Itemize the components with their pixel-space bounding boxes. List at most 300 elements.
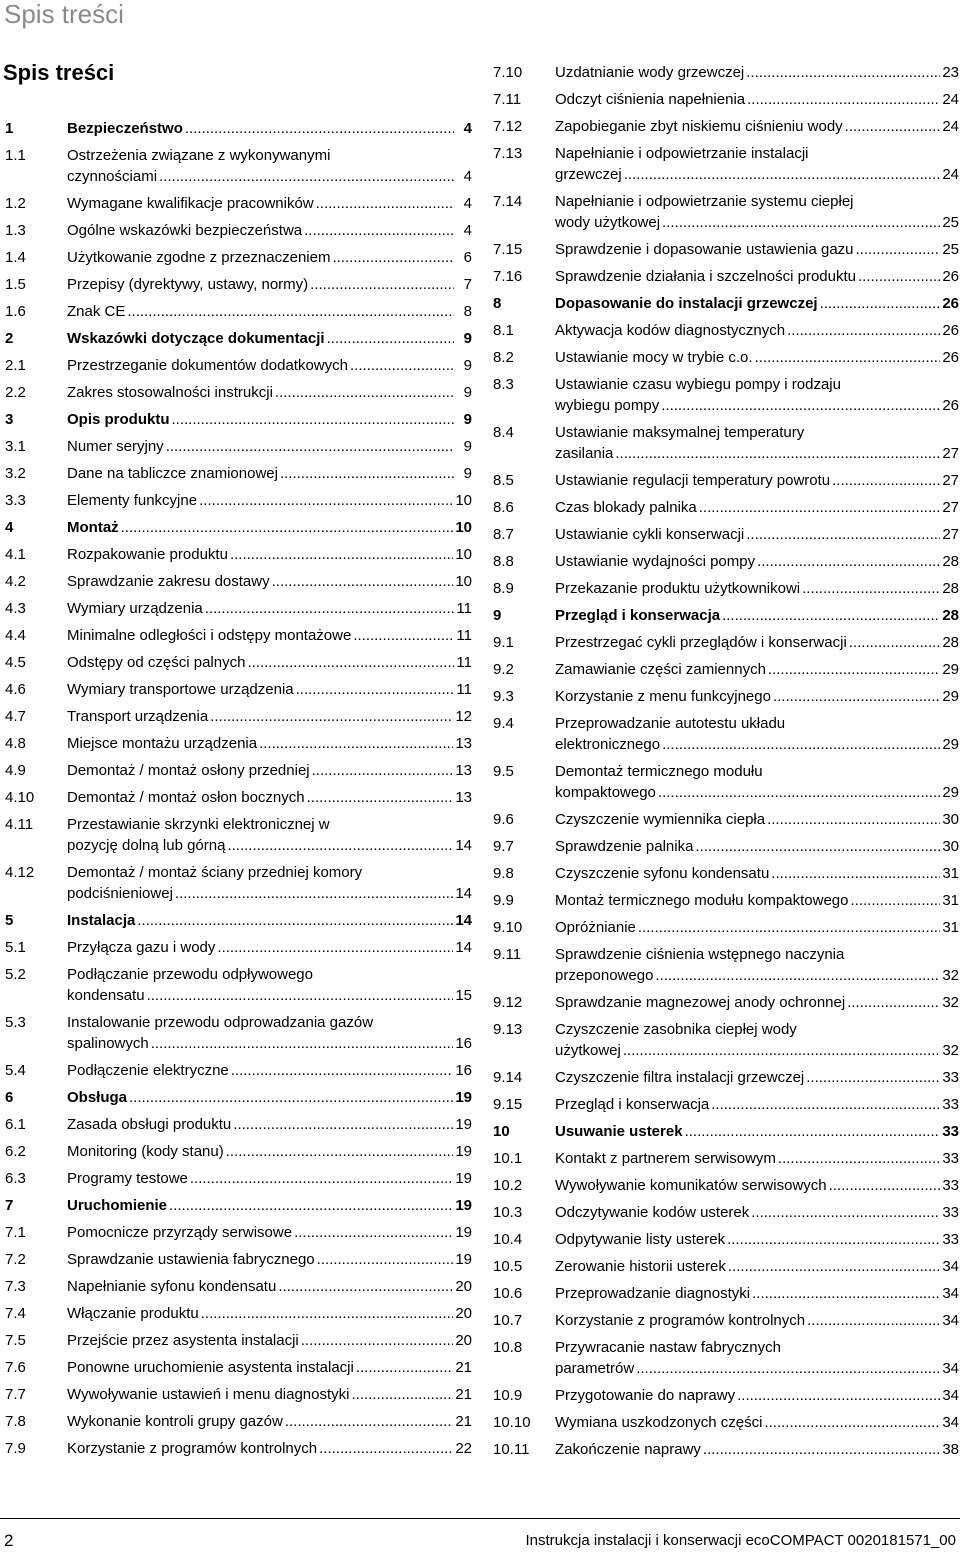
toc-entry-number: 1.2 — [5, 195, 26, 212]
toc-entry-page: 28 — [942, 607, 959, 624]
toc-entry-number: 7.8 — [5, 1413, 26, 1430]
toc-entry-number: 8.1 — [493, 322, 514, 339]
toc-entry-title: Sprawdzenie działania i szczelności produktu — [555, 268, 856, 285]
toc-entry-title: Zapobieganie zbyt niskiemu ciśnieniu wody — [555, 118, 843, 135]
toc-entry-page: 28 — [942, 553, 959, 570]
toc-entry-number: 9.14 — [493, 1069, 523, 1086]
toc-entry-page: 32 — [942, 1042, 959, 1059]
toc-entry[interactable] — [493, 1283, 959, 1304]
toc-dot-leader — [137, 910, 453, 931]
toc-entry[interactable] — [5, 1411, 472, 1432]
toc-entry-number: 5.4 — [5, 1062, 26, 1079]
toc-entry-number: 9.12 — [493, 994, 523, 1011]
toc-entry[interactable] — [493, 1019, 959, 1061]
toc-entry[interactable] — [493, 551, 959, 572]
toc-entry-page: 34 — [942, 1360, 959, 1377]
toc-dot-leader — [272, 571, 454, 592]
toc-dot-leader — [695, 836, 940, 857]
toc-chapter[interactable] — [5, 118, 472, 139]
toc-entry[interactable] — [5, 571, 472, 592]
toc-dot-leader — [845, 116, 941, 137]
toc-entry-number: 9.9 — [493, 892, 514, 909]
toc-entry[interactable] — [493, 1337, 959, 1379]
toc-entry-page: 21 — [455, 1413, 472, 1430]
toc-entry-page: 15 — [455, 987, 472, 1004]
toc-dot-leader — [310, 274, 454, 295]
toc-dot-leader — [296, 679, 454, 700]
toc-entry[interactable] — [5, 679, 472, 700]
toc-entry-title: spalinowych — [67, 1035, 149, 1052]
toc-dot-leader — [746, 62, 940, 83]
toc-entry-title: Przeprowadzanie autotestu układu — [555, 715, 786, 732]
toc-entry[interactable] — [5, 1357, 472, 1378]
toc-entry-title: Ustawianie maksymalnej temperatury — [555, 424, 805, 441]
toc-entry-page: 26 — [942, 349, 959, 366]
toc-entry-page: 33 — [942, 1204, 959, 1221]
toc-entry-title: Uzdatnianie wody grzewczej — [555, 64, 745, 81]
toc-entry-number: 10.9 — [493, 1387, 523, 1404]
toc-dot-leader — [757, 551, 940, 572]
toc-entry-page: 9 — [463, 465, 472, 482]
toc-entry-number: 9.7 — [493, 838, 514, 855]
toc-entry-title: Odstępy od części palnych — [67, 654, 246, 671]
toc-entry-page: 11 — [456, 654, 472, 671]
toc-entry[interactable] — [5, 301, 472, 322]
toc-entry[interactable] — [5, 1114, 472, 1135]
toc-chapter[interactable] — [493, 605, 959, 626]
toc-dot-leader — [353, 625, 454, 646]
toc-entry-number: 8.8 — [493, 553, 514, 570]
toc-entry-title: pozycję dolną lub górną — [67, 837, 226, 854]
toc-entry-page: 10 — [455, 573, 472, 590]
toc-dot-leader — [807, 1310, 940, 1331]
toc-entry-page: 24 — [942, 118, 959, 135]
toc-entry[interactable] — [5, 964, 472, 1006]
toc-entry-title: Sprawdzanie zakresu dostawy — [67, 573, 270, 590]
toc-dot-leader — [636, 1358, 940, 1379]
toc-dot-leader — [233, 1114, 453, 1135]
toc-entry-title: Miejsce montażu urządzenia — [67, 735, 258, 752]
toc-dot-leader — [751, 1202, 940, 1223]
toc-entry[interactable] — [493, 422, 959, 464]
toc-entry[interactable] — [5, 490, 472, 511]
toc-entry-title: Opis produktu — [67, 411, 170, 428]
toc-dot-leader — [304, 220, 454, 241]
toc-entry-number: 4.2 — [5, 573, 26, 590]
toc-entry[interactable] — [493, 116, 959, 137]
toc-entry-number: 7.2 — [5, 1251, 26, 1268]
toc-entry[interactable] — [493, 944, 959, 986]
toc-entry-number: 8.7 — [493, 526, 514, 543]
toc-entry-title: Ponowne uruchomienie asystenta instalacji — [67, 1359, 354, 1376]
toc-entry-number: 7.12 — [493, 118, 523, 135]
toc-entry-page: 33 — [942, 1069, 959, 1086]
toc-entry-title: wybiegu pompy — [555, 397, 660, 414]
toc-chapter[interactable] — [5, 1195, 472, 1216]
toc-dot-leader — [778, 1148, 940, 1169]
toc-entry-title: Wymiary urządzenia — [67, 600, 203, 617]
toc-dot-leader — [352, 1384, 454, 1405]
toc-entry[interactable] — [493, 266, 959, 287]
toc-entry-title: Przejście przez asystenta instalacji — [67, 1332, 299, 1349]
toc-entry-page: 4 — [463, 222, 472, 239]
toc-entry[interactable] — [493, 992, 959, 1013]
toc-entry-title: Ostrzeżenia związane z wykonywanymi — [67, 147, 331, 164]
toc-entry[interactable] — [5, 145, 472, 187]
toc-entry-number: 7.13 — [493, 145, 523, 162]
toc-dot-leader — [711, 1094, 940, 1115]
toc-entry-page: 9 — [463, 411, 472, 428]
toc-entry-title: przeponowego — [555, 967, 654, 984]
toc-entry-page: 4 — [463, 120, 472, 137]
toc-dot-leader — [699, 497, 941, 518]
toc-entry[interactable] — [493, 497, 959, 518]
toc-entry-title: Sprawdzenie i dopasowanie ustawienia gazu — [555, 241, 854, 258]
toc-dot-leader — [722, 605, 940, 626]
toc-entry-page: 19 — [455, 1116, 472, 1133]
toc-entry-number: 9.3 — [493, 688, 514, 705]
toc-entry-number: 5 — [5, 912, 14, 929]
toc-entry-title: Znak CE — [67, 303, 126, 320]
toc-entry-title: Czyszczenie zasobnika ciepłej wody — [555, 1021, 797, 1038]
toc-entry[interactable] — [5, 355, 472, 376]
toc-dot-leader — [356, 1357, 453, 1378]
toc-dot-leader — [317, 1249, 454, 1270]
toc-entry-number: 9.10 — [493, 919, 523, 936]
toc-entry[interactable] — [493, 1229, 959, 1250]
toc-dot-leader — [849, 632, 941, 653]
toc-entry-page: 33 — [942, 1150, 959, 1167]
toc-entry-number: 4.4 — [5, 627, 26, 644]
toc-entry-number: 8.4 — [493, 424, 514, 441]
toc-entry-number: 10.1 — [493, 1150, 523, 1167]
toc-entry-number: 10.8 — [493, 1339, 523, 1356]
toc-entry[interactable] — [493, 1175, 959, 1196]
toc-entry-number: 4 — [5, 519, 14, 536]
toc-chapter[interactable] — [5, 517, 472, 538]
toc-entry-title: Programy testowe — [67, 1170, 188, 1187]
toc-entry-title: Przywracanie nastaw fabrycznych — [555, 1339, 781, 1356]
toc-dot-leader — [820, 293, 941, 314]
toc-entry-page: 19 — [455, 1251, 472, 1268]
toc-entry-page: 20 — [455, 1278, 472, 1295]
toc-entry[interactable] — [5, 247, 472, 268]
toc-entry[interactable] — [493, 143, 959, 185]
toc-entry-page: 27 — [942, 445, 959, 462]
toc-entry-title: Demontaż / montaż osłon bocznych — [67, 789, 305, 806]
toc-entry[interactable] — [493, 1439, 959, 1460]
toc-entry-number: 8.6 — [493, 499, 514, 516]
toc-entry[interactable] — [5, 652, 472, 673]
toc-entry[interactable] — [493, 1310, 959, 1331]
toc-dot-leader — [285, 1411, 454, 1432]
toc-entry[interactable] — [493, 917, 959, 938]
toc-dot-leader — [127, 301, 454, 322]
toc-entry[interactable] — [493, 761, 959, 803]
toc-entry-page: 26 — [942, 268, 959, 285]
toc-dot-leader — [623, 1040, 940, 1061]
toc-entry-page: 28 — [942, 634, 959, 651]
toc-entry-number: 3.1 — [5, 438, 26, 455]
toc-dot-leader — [728, 1256, 940, 1277]
toc-entry-title: Minimalne odległości i odstępy montażowe — [67, 627, 352, 644]
toc-dot-leader — [205, 598, 454, 619]
toc-entry-page: 13 — [455, 789, 472, 806]
toc-entry-title: Ustawianie cykli konserwacji — [555, 526, 745, 543]
toc-entry-title: Montaż termicznego modułu kompaktowego — [555, 892, 849, 909]
toc-dot-leader — [767, 809, 940, 830]
toc-entry[interactable] — [5, 382, 472, 403]
toc-entry[interactable] — [5, 814, 472, 856]
toc-entry-title: kompaktowego — [555, 784, 656, 801]
toc-entry[interactable] — [5, 436, 472, 457]
toc-entry-title: Przegląd i konserwacja — [555, 607, 721, 624]
toc-entry[interactable] — [493, 470, 959, 491]
toc-entry[interactable] — [493, 1148, 959, 1169]
footer-divider — [0, 1518, 960, 1519]
toc-entry-title: Bezpieczeństwo — [67, 120, 183, 137]
toc-entry[interactable] — [5, 544, 472, 565]
toc-entry-page: 16 — [455, 1035, 472, 1052]
toc-dot-leader — [121, 517, 454, 538]
toc-entry-title: Elementy funkcyjne — [67, 492, 198, 509]
toc-dot-leader — [247, 652, 454, 673]
toc-entry-number: 7.16 — [493, 268, 523, 285]
toc-entry-number: 4.6 — [5, 681, 26, 698]
toc-entry-page: 29 — [942, 736, 959, 753]
toc-entry-number: 7.6 — [5, 1359, 26, 1376]
toc-entry-number: 2 — [5, 330, 14, 347]
toc-entry-title: Ustawianie mocy w trybie c.o. — [555, 349, 753, 366]
toc-entry[interactable] — [5, 598, 472, 619]
toc-entry[interactable] — [493, 578, 959, 599]
toc-entry-number: 8 — [493, 295, 502, 312]
toc-entry-number: 1 — [5, 120, 14, 137]
page-header-title: Spis treści — [4, 0, 124, 29]
toc-entry-title: Wywoływanie komunikatów serwisowych — [555, 1177, 827, 1194]
toc-entry-title: Pomocnicze przyrządy serwisowe — [67, 1224, 293, 1241]
toc-entry-page: 9 — [463, 384, 472, 401]
toc-entry-title: Czyszczenie syfonu kondensatu — [555, 865, 770, 882]
toc-dot-leader — [129, 1087, 453, 1108]
toc-entry-page: 31 — [942, 892, 959, 909]
toc-dot-leader — [662, 212, 940, 233]
toc-entry[interactable] — [493, 1202, 959, 1223]
toc-chapter[interactable] — [5, 328, 472, 349]
toc-entry[interactable] — [5, 937, 472, 958]
toc-entry-number: 10 — [493, 1123, 510, 1140]
toc-dot-leader — [259, 733, 453, 754]
toc-entry-title: Czyszczenie filtra instalacji grzewczej — [555, 1069, 805, 1086]
toc-entry-page: 26 — [942, 295, 959, 312]
toc-dot-leader — [764, 1412, 940, 1433]
toc-entry-page: 11 — [456, 600, 472, 617]
toc-entry-number: 8.5 — [493, 472, 514, 489]
toc-entry[interactable] — [5, 220, 472, 241]
toc-entry-title: Przegląd i konserwacja — [555, 1096, 710, 1113]
toc-entry[interactable] — [493, 863, 959, 884]
toc-entry[interactable] — [5, 760, 472, 781]
toc-chapter[interactable] — [493, 293, 959, 314]
toc-entry-title: Uruchomienie — [67, 1197, 168, 1214]
toc-entry-number: 10.7 — [493, 1312, 523, 1329]
toc-entry-number: 4.10 — [5, 789, 35, 806]
toc-entry-number: 10.2 — [493, 1177, 523, 1194]
toc-entry[interactable] — [5, 1384, 472, 1405]
toc-dot-leader — [832, 470, 940, 491]
toc-entry[interactable] — [493, 320, 959, 341]
toc-entry[interactable] — [5, 1438, 472, 1459]
toc-entry-title: Sprawdzanie ustawienia fabrycznego — [67, 1251, 315, 1268]
toc-dot-leader — [768, 659, 940, 680]
toc-entry[interactable] — [5, 1303, 472, 1324]
toc-entry-title: Demontaż termicznego modułu — [555, 763, 763, 780]
toc-dot-leader — [151, 1033, 454, 1054]
toc-entry[interactable] — [493, 836, 959, 857]
toc-dot-leader — [703, 1439, 940, 1460]
toc-entry-page: 19 — [455, 1143, 472, 1160]
toc-entry-page: 28 — [942, 580, 959, 597]
toc-entry-title: Aktywacja kodów diagnostycznych — [555, 322, 786, 339]
toc-entry-page: 10 — [455, 546, 472, 563]
toc-entry[interactable] — [5, 1141, 472, 1162]
toc-entry[interactable] — [493, 632, 959, 653]
toc-entry-page: 31 — [942, 865, 959, 882]
toc-entry[interactable] — [493, 1094, 959, 1115]
toc-entry-title: Czyszczenie wymiennika ciepła — [555, 811, 766, 828]
footer-document-title: Instrukcja instalacji i konserwacji ecoCOMPACT 0020181571_00 — [525, 1532, 956, 1549]
toc-entry-number: 9.8 — [493, 865, 514, 882]
toc-entry-page: 10 — [455, 492, 472, 509]
toc-entry[interactable] — [493, 374, 959, 416]
toc-entry[interactable] — [5, 733, 472, 754]
toc-dot-leader — [278, 1276, 453, 1297]
toc-entry-title: Przygotowanie do naprawy — [555, 1387, 736, 1404]
toc-entry-page: 33 — [942, 1231, 959, 1248]
toc-entry[interactable] — [493, 62, 959, 83]
toc-entry[interactable] — [493, 659, 959, 680]
toc-entry-title: Demontaż / montaż osłony przedniej — [67, 762, 310, 779]
toc-entry[interactable] — [5, 1276, 472, 1297]
toc-entry-page: 13 — [455, 735, 472, 752]
toc-entry[interactable] — [5, 862, 472, 904]
toc-entry-number: 7.1 — [5, 1224, 26, 1241]
toc-entry[interactable] — [5, 463, 472, 484]
toc-entry[interactable] — [493, 239, 959, 260]
toc-entry[interactable] — [493, 890, 959, 911]
toc-entry-title: Przepisy (dyrektywy, ustawy, normy) — [67, 276, 309, 293]
toc-entry[interactable] — [5, 193, 472, 214]
toc-entry[interactable] — [493, 524, 959, 545]
toc-dot-leader — [655, 965, 940, 986]
toc-entry[interactable] — [5, 787, 472, 808]
toc-entry-number: 6 — [5, 1089, 14, 1106]
toc-entry[interactable] — [5, 1222, 472, 1243]
toc-entry[interactable] — [493, 1412, 959, 1433]
toc-entry-number: 7.5 — [5, 1332, 26, 1349]
toc-entry[interactable] — [5, 1249, 472, 1270]
toc-chapter[interactable] — [5, 409, 472, 430]
toc-dot-leader — [615, 443, 940, 464]
toc-entry-title: zasilania — [555, 445, 614, 462]
toc-entry-title: Wymiary transportowe urządzenia — [67, 681, 294, 698]
toc-chapter[interactable] — [5, 910, 472, 931]
toc-entry[interactable] — [5, 1060, 472, 1081]
toc-entry-title: kondensatu — [67, 987, 145, 1004]
toc-entry[interactable] — [5, 1168, 472, 1189]
toc-entry-page: 26 — [942, 322, 959, 339]
toc-entry[interactable] — [493, 686, 959, 707]
toc-dot-leader — [210, 706, 453, 727]
toc-entry-title: Dane na tabliczce znamionowej — [67, 465, 278, 482]
toc-entry-page: 4 — [463, 168, 472, 185]
toc-entry[interactable] — [493, 191, 959, 233]
toc-entry-title: Ustawianie wydajności pompy — [555, 553, 756, 570]
toc-entry-page: 9 — [463, 330, 472, 347]
toc-entry[interactable] — [493, 89, 959, 110]
toc-entry-page: 34 — [942, 1312, 959, 1329]
toc-entry-number: 4.3 — [5, 600, 26, 617]
toc-dot-leader — [850, 890, 940, 911]
toc-dot-leader — [662, 734, 940, 755]
toc-entry-number: 6.2 — [5, 1143, 26, 1160]
toc-entry-title: Podłączenie elektryczne — [67, 1062, 229, 1079]
toc-entry-title: Montaż — [67, 519, 119, 536]
toc-entry-page: 31 — [942, 919, 959, 936]
toc-dot-leader — [350, 355, 454, 376]
toc-entry-title: Wykonanie kontroli grupy gazów — [67, 1413, 283, 1430]
toc-title: Spis treści — [3, 60, 115, 85]
toc-chapter[interactable] — [493, 1121, 959, 1142]
toc-dot-leader — [858, 266, 940, 287]
toc-entry-page: 19 — [455, 1197, 472, 1214]
toc-entry-number: 9.11 — [493, 946, 522, 963]
toc-dot-leader — [755, 347, 941, 368]
toc-entry-number: 7 — [5, 1197, 14, 1214]
toc-entry-page: 30 — [942, 811, 959, 828]
toc-entry-number: 10.5 — [493, 1258, 523, 1275]
toc-entry-number: 5.1 — [5, 939, 26, 956]
toc-dot-leader — [159, 166, 454, 187]
toc-entry[interactable] — [493, 347, 959, 368]
toc-entry[interactable] — [493, 713, 959, 755]
toc-entry-number: 1.5 — [5, 276, 26, 293]
toc-chapter[interactable] — [5, 1087, 472, 1108]
toc-entry[interactable] — [5, 1012, 472, 1054]
toc-dot-leader — [294, 1222, 453, 1243]
toc-entry[interactable] — [493, 1385, 959, 1406]
toc-entry-number: 10.3 — [493, 1204, 523, 1221]
toc-entry-title: Sprawdzenie ciśnienia wstępnego naczynia — [555, 946, 845, 963]
toc-entry-number: 10.4 — [493, 1231, 523, 1248]
toc-entry[interactable] — [493, 809, 959, 830]
toc-entry[interactable] — [5, 1330, 472, 1351]
toc-entry-title: Ustawianie regulacji temperatury powrotu — [555, 472, 831, 489]
toc-entry[interactable] — [5, 625, 472, 646]
toc-entry[interactable] — [5, 274, 472, 295]
toc-dot-leader — [201, 1303, 454, 1324]
toc-entry-page: 9 — [463, 357, 472, 374]
toc-entry[interactable] — [5, 706, 472, 727]
toc-dot-leader — [301, 1330, 454, 1351]
toc-entry-number: 8.2 — [493, 349, 514, 366]
toc-entry-number: 9.6 — [493, 811, 514, 828]
toc-entry-number: 4.7 — [5, 708, 26, 725]
toc-entry[interactable] — [493, 1067, 959, 1088]
toc-entry-title: Korzystanie z menu funkcyjnego — [555, 688, 771, 705]
toc-entry-page: 32 — [942, 994, 959, 1011]
toc-entry[interactable] — [493, 1256, 959, 1277]
